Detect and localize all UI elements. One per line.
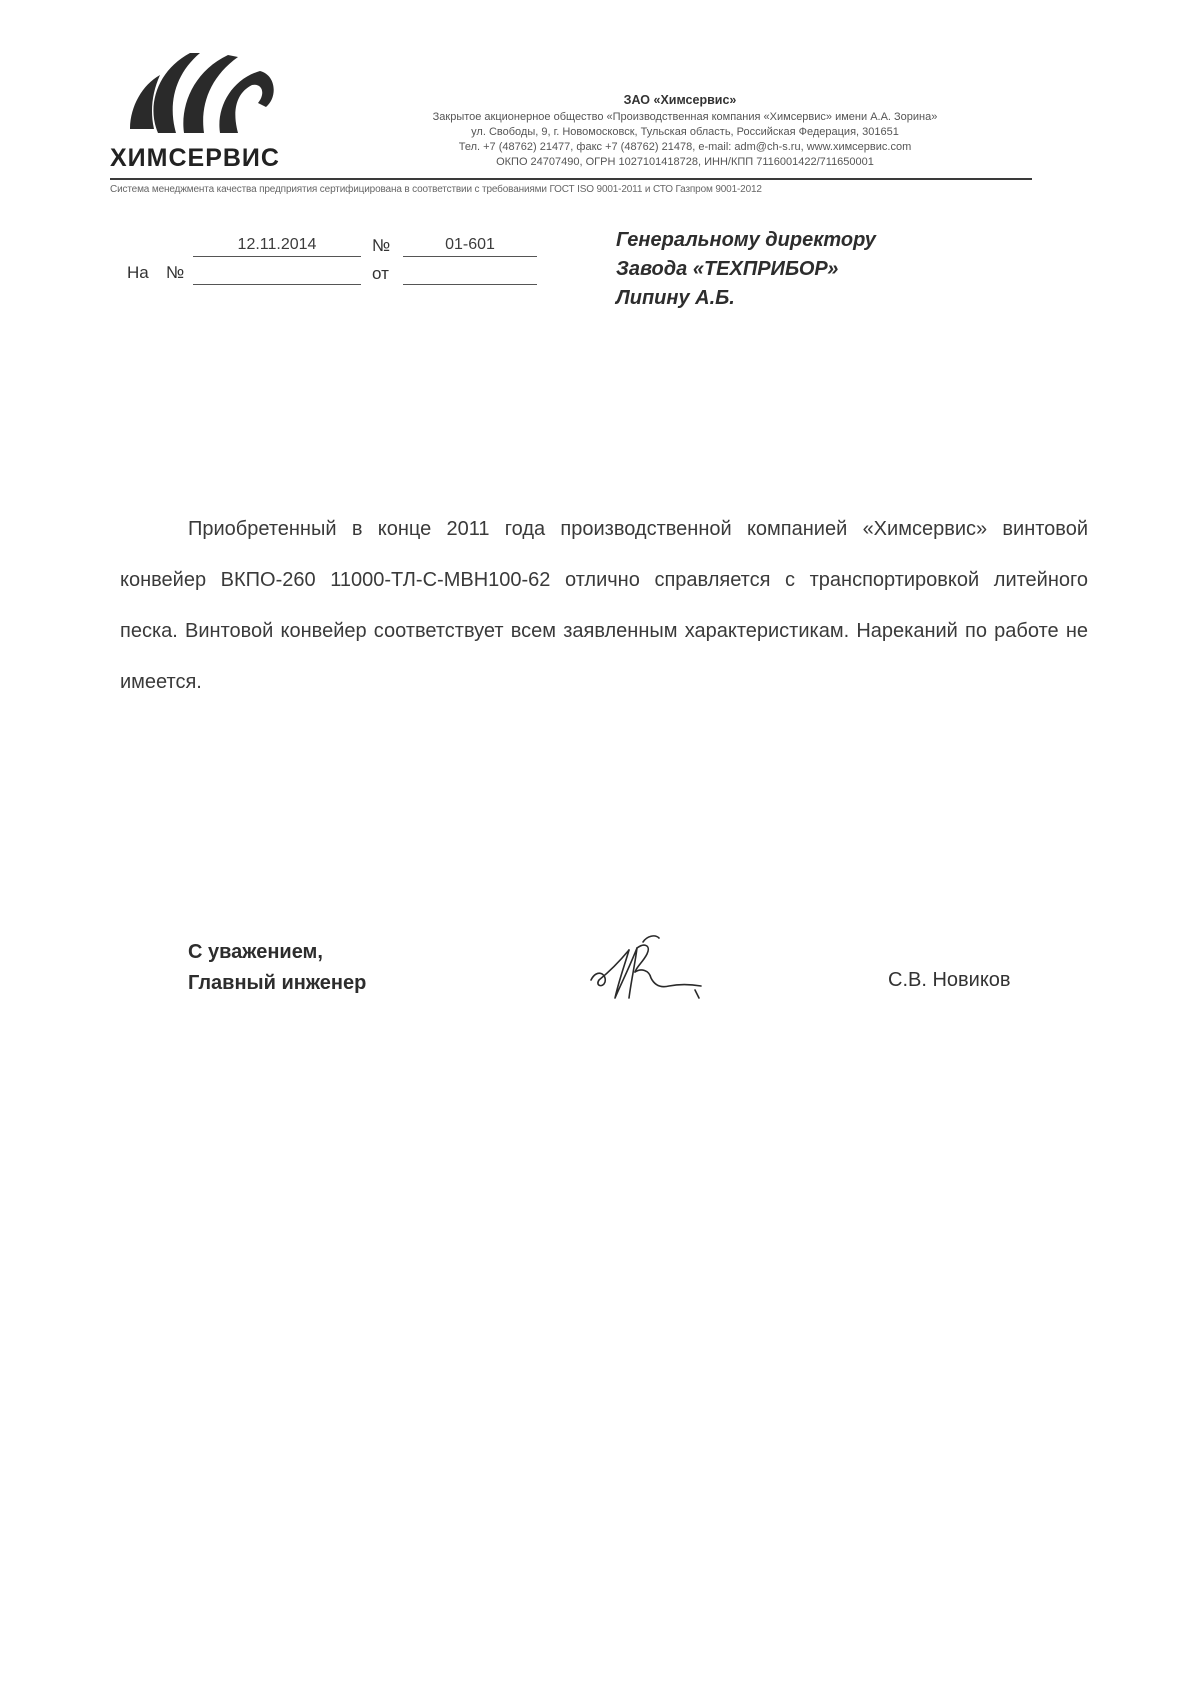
company-legal-name: Закрытое акционерное общество «Производственная компания «Химсервис» имени А.А. Зорина»: [432, 111, 938, 123]
addressee-organization: Завода «ТЕХПРИБОР»: [616, 258, 839, 280]
handwritten-signature-icon: [585, 928, 705, 1014]
header-divider: [110, 178, 1032, 180]
company-details: [330, 110, 1040, 170]
addressee-name: Липину А.Б.: [616, 287, 735, 309]
company-logo-icon: [128, 45, 278, 137]
reply-number-sign: №: [166, 263, 185, 282]
company-registration-codes: ОКПО 24707490, ОГРН 1027101418728, ИНН/КПП 7116001422/711650001: [496, 156, 874, 168]
company-contacts: Тел. +7 (48762) 21477, факс +7 (48762) 21478, e-mail: adm@ch-s.ru, www.химсервис.com: [458, 141, 912, 153]
reply-date-line: [403, 284, 537, 285]
closing-block: [188, 937, 366, 999]
company-logo-wordmark: ХИМСЕРВИС: [110, 144, 280, 172]
outgoing-number-sign: №: [372, 236, 391, 255]
closing-greeting: С уважением,: [188, 941, 323, 963]
reply-number-line: [193, 284, 361, 285]
letter-body: Приобретенный в конце 2011 года производственной компанией «Химсервис» винтовой конвейер ВКПО-260 11000-ТЛ-С-МВН100-62 отлично справляется с транспортировкой литейного песка. Винтовой конвейер соответствует всем заявленным характеристикам. Нареканий по работе не имеется.: [120, 518, 1088, 693]
certification-note: Система менеджмента качества предприятия сертифицирована в соответствии с требованиями ГОСТ ISO 9001-2011 и СТО Газпром 9001-2012: [110, 184, 762, 195]
signer-name: С.В. Новиков: [888, 969, 1011, 991]
signer-position: Главный инженер: [188, 972, 367, 994]
addressee-block: [616, 226, 876, 313]
company-address: ул. Свободы, 9, г. Новомосковск, Тульская область, Российская Федерация, 301651: [471, 126, 899, 138]
reply-prefix: На: [127, 263, 149, 282]
outgoing-date: 12.11.2014: [237, 236, 317, 253]
outgoing-number: 01-601: [445, 236, 495, 253]
outgoing-number-line: [403, 256, 537, 257]
addressee-position: Генеральному директору: [616, 229, 876, 251]
outgoing-date-line: [193, 256, 361, 257]
company-name: ЗАО «Химсервис»: [623, 93, 737, 107]
reply-from-label: от: [372, 264, 389, 283]
